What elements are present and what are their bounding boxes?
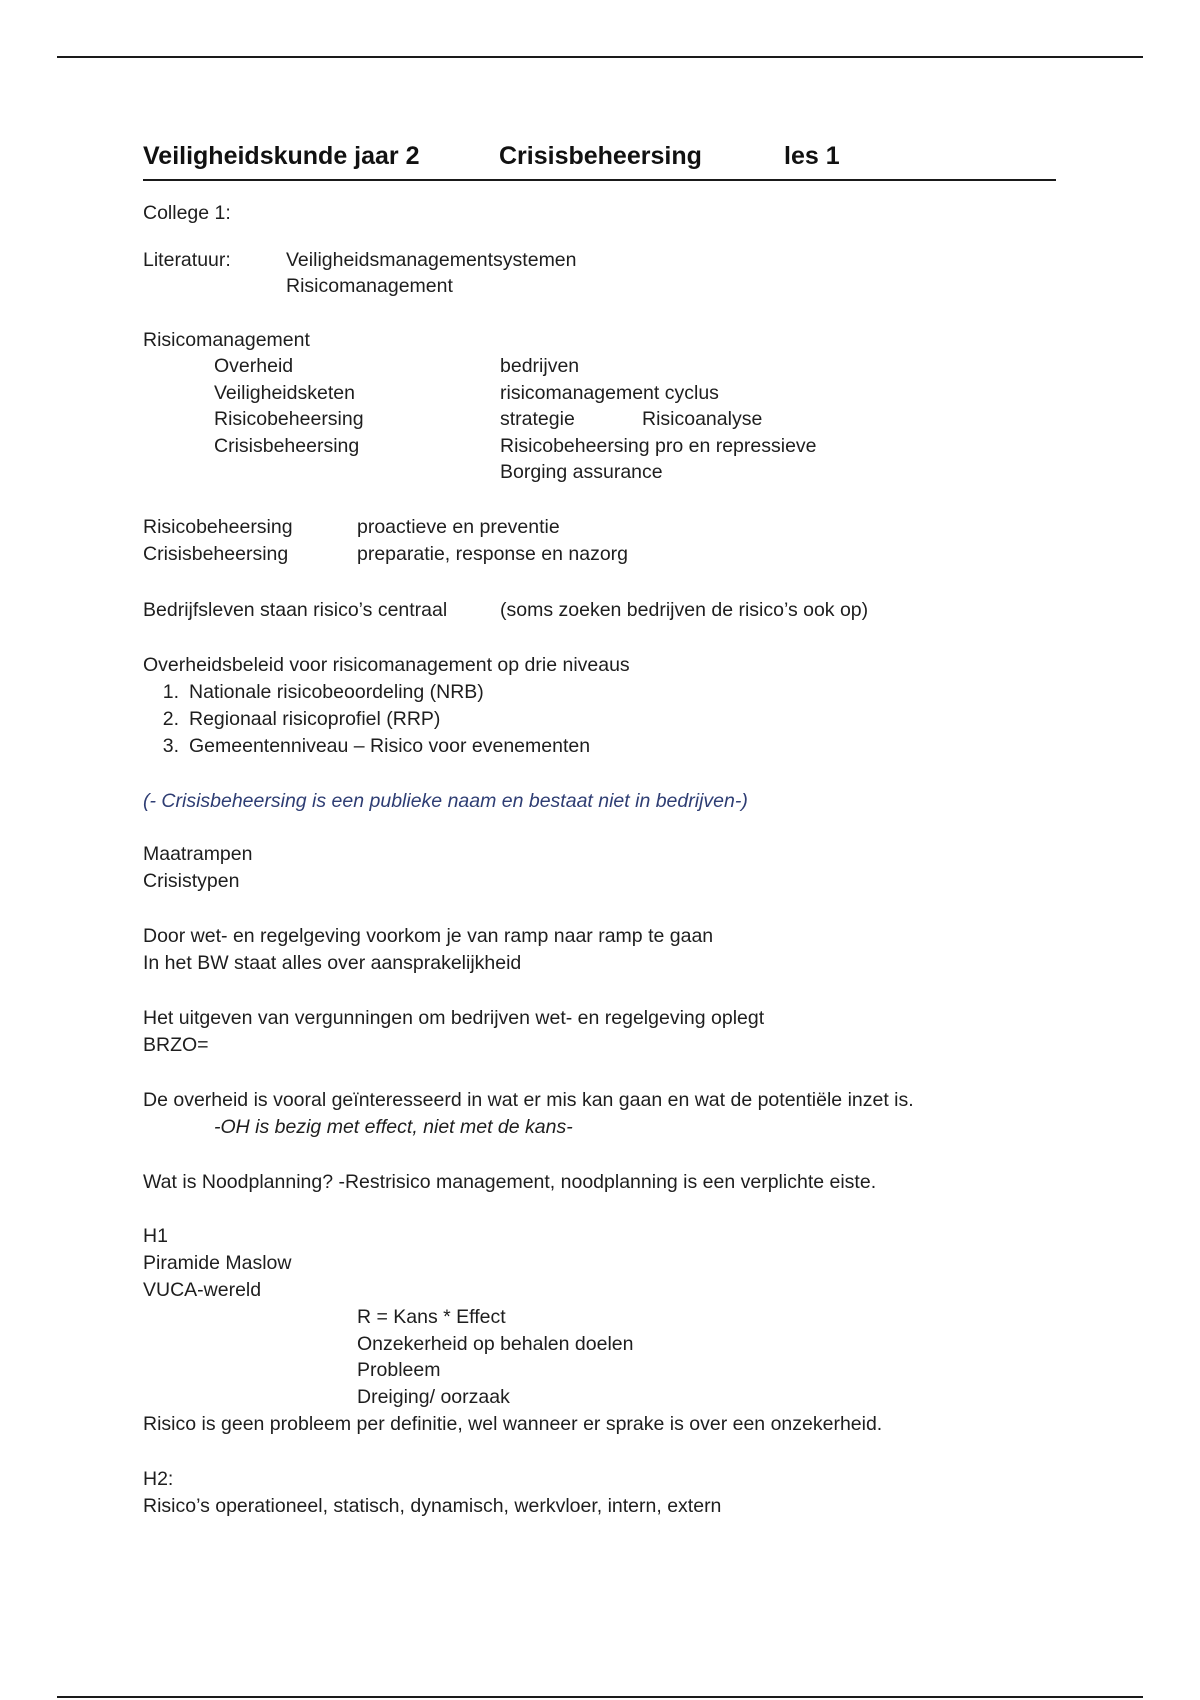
risk-right-extra: Risicoanalyse — [642, 408, 763, 430]
risk-definition-item: Dreiging/ oorzaak — [357, 1386, 510, 1408]
list-text: Nationale risicobeoordeling (NRB) — [189, 681, 484, 703]
h1-item: Piramide Maslow — [143, 1252, 292, 1274]
list-number: 1. — [162, 681, 179, 703]
risk-definition-item: Onzekerheid op behalen doelen — [357, 1333, 634, 1355]
h1-conclusion: Risico is geen probleem per definitie, wel wanneer er sprake is over een onzekerheid. — [143, 1413, 883, 1435]
page-top-rule — [57, 56, 1143, 58]
h2-label: H2: — [143, 1468, 174, 1490]
list-text: Regionaal risicoprofiel (RRP) — [189, 708, 441, 730]
policy-list-item — [143, 733, 590, 760]
h2-text: Risico’s operationeel, statisch, dynamisch, werkvloer, intern, extern — [143, 1495, 722, 1517]
college-label: College 1: — [143, 202, 231, 224]
legislation-line: In het BW staat alles over aansprakelijkheid — [143, 952, 522, 974]
risk-left-item: Crisisbeheersing — [214, 435, 360, 457]
list-text: Gemeentenniveau – Risico voor evenementen — [189, 735, 591, 757]
government-note: -OH is bezig met effect, niet met de kans- — [214, 1116, 573, 1138]
government-text: De overheid is vooral geïnteresseerd in wat er mis kan gaan en wat de potentiële inzet is. — [143, 1089, 914, 1111]
business-note: (soms zoeken bedrijven de risico’s ook op) — [500, 599, 869, 621]
risk-definition-item: Probleem — [357, 1359, 441, 1381]
course-title: Veiligheidskunde jaar 2 — [143, 142, 420, 170]
legislation-line: Door wet- en regelgeving voorkom je van ramp naar ramp te gaan — [143, 925, 714, 947]
definition-term: Risicobeheersing — [143, 516, 293, 538]
topic-item: Crisistypen — [143, 870, 240, 892]
page-bottom-rule — [57, 1696, 1143, 1698]
crisis-remark: (- Crisisbeheersing is een publieke naam en bestaat niet in bedrijven-) — [143, 790, 748, 812]
emergency-planning: Wat is Noodplanning? -Restrisico management, noodplanning is een verplichte eiste. — [143, 1171, 877, 1193]
risk-left-item: Veiligheidsketen — [214, 382, 355, 404]
lesson-title: les 1 — [784, 142, 840, 170]
risk-left-item: Risicobeheersing — [214, 408, 364, 430]
risk-right-item: strategie — [500, 408, 575, 430]
risk-right-item: bedrijven — [500, 355, 580, 377]
h1-item: VUCA-wereld — [143, 1279, 262, 1301]
policy-list-item — [143, 679, 484, 706]
literature-item: Risicomanagement — [286, 275, 453, 297]
business-text: Bedrijfsleven staan risico’s centraal — [143, 599, 448, 621]
definition-term: Crisisbeheersing — [143, 543, 289, 565]
policy-heading: Overheidsbeleid voor risicomanagement op drie niveaus — [143, 654, 630, 676]
literature-label: Literatuur: — [143, 249, 231, 271]
risk-definition-item: R = Kans * Effect — [357, 1306, 506, 1328]
definition-desc: preparatie, response en nazorg — [357, 543, 629, 565]
risk-right-item: Borging assurance — [500, 461, 663, 483]
h1-label: H1 — [143, 1225, 168, 1247]
list-number: 2. — [162, 708, 179, 730]
risk-right-item: risicomanagement cyclus — [500, 382, 719, 404]
risk-right-item: Risicobeheersing pro en repressieve — [500, 435, 817, 457]
policy-list-item — [143, 706, 440, 733]
risk-management-heading: Risicomanagement — [143, 329, 310, 351]
list-number: 3. — [162, 735, 179, 757]
definition-desc: proactieve en preventie — [357, 516, 560, 538]
permits-line: BRZO= — [143, 1034, 209, 1056]
topic-item: Maatrampen — [143, 843, 253, 865]
permits-line: Het uitgeven van vergunningen om bedrijven wet- en regelgeving oplegt — [143, 1007, 765, 1029]
subject-title: Crisisbeheersing — [499, 142, 702, 170]
risk-left-item: Overheid — [214, 355, 294, 377]
literature-item: Veiligheidsmanagementsystemen — [286, 249, 577, 271]
title-underline — [143, 179, 1056, 181]
